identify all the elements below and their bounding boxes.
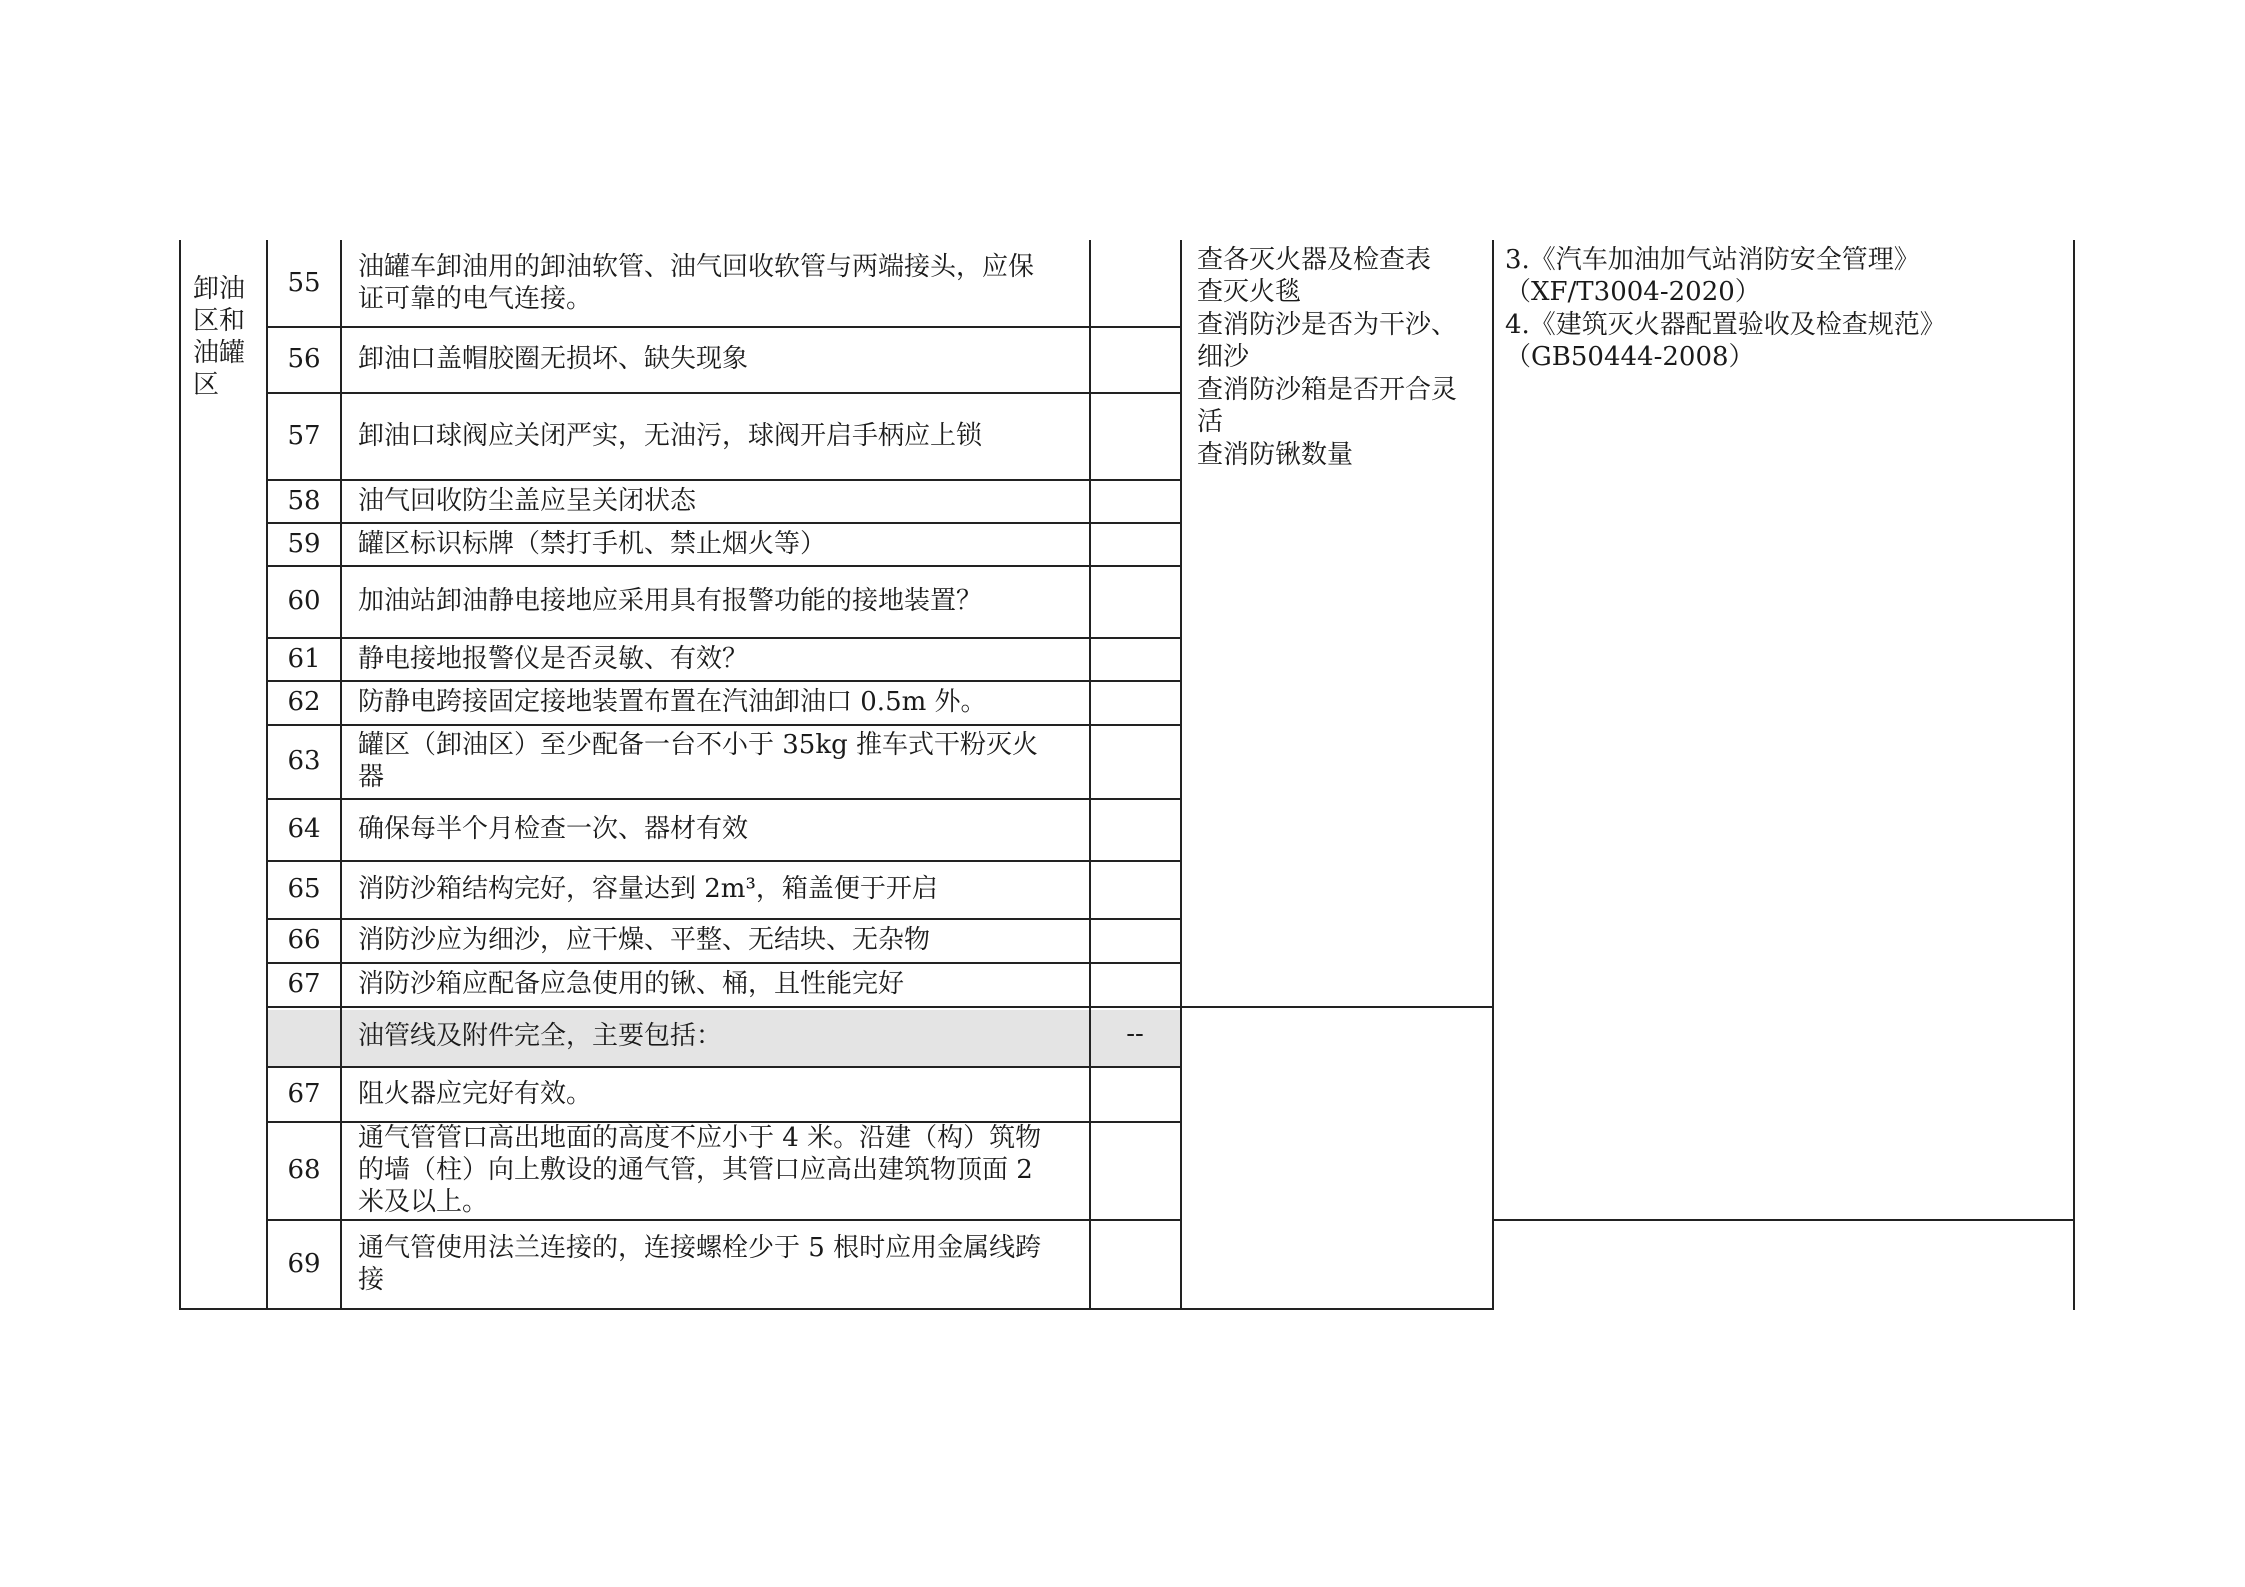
item-text-line: 油罐车卸油用的卸油软管、油气回收软管与两端接头，应保	[358, 252, 1035, 282]
row-number: 62	[287, 687, 321, 717]
row-number: 69	[287, 1248, 321, 1279]
item-text-line: 卸油口球阀应关闭严实，无油污，球阀开启手柄应上锁	[358, 420, 983, 451]
grid-line	[2073, 240, 2075, 1310]
item-text-line: 加油站卸油静电接地应采用具有报警功能的接地装置？	[358, 586, 983, 616]
item-text-line: 消防沙箱结构完好，容量达到 2m³，箱盖便于开启	[358, 874, 938, 904]
item-text-line: 消防沙应为细沙，应干燥、平整、无结块、无杂物	[358, 925, 931, 955]
item-text-line: 器	[358, 762, 385, 792]
item-text-line: 的墙（柱）向上敷设的通气管，其管口应高出建筑物顶面 2	[358, 1155, 1033, 1185]
row-number: 67	[287, 969, 321, 999]
row-number: 59	[287, 528, 321, 559]
row-number: 64	[287, 814, 321, 844]
grid-line	[1089, 240, 1091, 1310]
row-number: 63	[287, 746, 321, 776]
grid-line	[1492, 240, 1494, 1310]
grid-line	[266, 240, 268, 1310]
item-text-line: 接	[358, 1264, 385, 1295]
row-number: 67	[287, 1078, 321, 1109]
item-text-line: 通气管使用法兰连接的，连接螺栓少于 5 根时应用金属线跨	[358, 1232, 1042, 1263]
method-line: 细沙	[1197, 342, 1250, 372]
grid-line	[266, 565, 1182, 567]
basis-line: （GB50444-2008）	[1505, 342, 1755, 372]
item-text-line: 油管线及附件完全，主要包括：	[358, 1021, 723, 1051]
item-text-line: 确保每半个月检查一次、器材有效	[358, 814, 749, 844]
row-number: 55	[287, 268, 321, 298]
item-text-line: 卸油口盖帽胶圈无损坏、缺失现象	[358, 344, 749, 374]
method-line: 查消防锹数量	[1197, 440, 1354, 470]
row-number: 61	[287, 643, 321, 674]
method-line: 查各灭火器及检查表	[1197, 245, 1432, 275]
grid-line	[266, 962, 1182, 964]
grid-line	[266, 724, 1182, 726]
item-text-line: 消防沙箱应配备应急使用的锹、桶，且性能完好	[358, 969, 905, 999]
grid-line	[266, 326, 1182, 328]
grid-line	[266, 798, 1182, 800]
method-line: 活	[1197, 407, 1224, 437]
grid-line	[266, 637, 1182, 639]
row-number: 65	[287, 874, 321, 904]
row-number: 56	[287, 344, 321, 374]
grid-line	[179, 240, 181, 1310]
method-line: 查灭火毯	[1197, 277, 1302, 307]
grid-line	[266, 1219, 1182, 1221]
result-mark: --	[1126, 1019, 1144, 1049]
grid-line	[266, 479, 1182, 481]
method-line: 查消防沙是否为干沙、	[1197, 310, 1458, 340]
grid-line	[266, 1006, 1494, 1008]
grid-line	[1180, 240, 1182, 1310]
row-number: 66	[287, 925, 321, 955]
grid-line	[266, 392, 1182, 394]
grid-line	[266, 680, 1182, 682]
grid-line	[179, 1308, 1494, 1310]
item-text-line: 罐区标识标牌（禁打手机、禁止烟火等）	[358, 528, 827, 559]
item-text-line: 通气管管口高出地面的高度不应小于 4 米。沿建（构）筑物	[358, 1123, 1042, 1153]
item-text-line: 米及以上。	[358, 1187, 489, 1217]
item-text-line: 油气回收防尘盖应呈关闭状态	[358, 485, 697, 516]
category-label: 卸油区和油罐区	[193, 274, 246, 400]
basis-line: 4.《建筑灭火器配置验收及检查规范》	[1505, 310, 1946, 340]
row-number: 68	[287, 1155, 321, 1185]
basis-line: （XF/T3004-2020）	[1505, 277, 1761, 307]
basis-line: 3.《汽车加油加气站消防安全管理》	[1505, 245, 1920, 275]
grid-line	[266, 1066, 1182, 1068]
row-number: 60	[287, 586, 321, 616]
item-text-line: 静电接地报警仪是否灵敏、有效？	[358, 643, 749, 674]
item-text-line: 证可靠的电气连接。	[358, 284, 593, 314]
item-text-line: 罐区（卸油区）至少配备一台不小于 35kg 推车式干粉灭火	[358, 730, 1039, 760]
item-text-line: 阻火器应完好有效。	[358, 1078, 593, 1109]
item-text-line: 防静电跨接固定接地装置布置在汽油卸油口 0.5m 外。	[358, 687, 987, 717]
grid-line	[340, 240, 342, 1310]
row-number: 58	[287, 485, 321, 516]
grid-line	[266, 918, 1182, 920]
grid-line	[266, 1121, 1182, 1123]
grid-line	[266, 860, 1182, 862]
method-line: 查消防沙箱是否开合灵	[1197, 375, 1458, 405]
grid-line	[266, 522, 1182, 524]
grid-line	[1492, 1219, 2075, 1221]
row-number: 57	[287, 420, 321, 451]
